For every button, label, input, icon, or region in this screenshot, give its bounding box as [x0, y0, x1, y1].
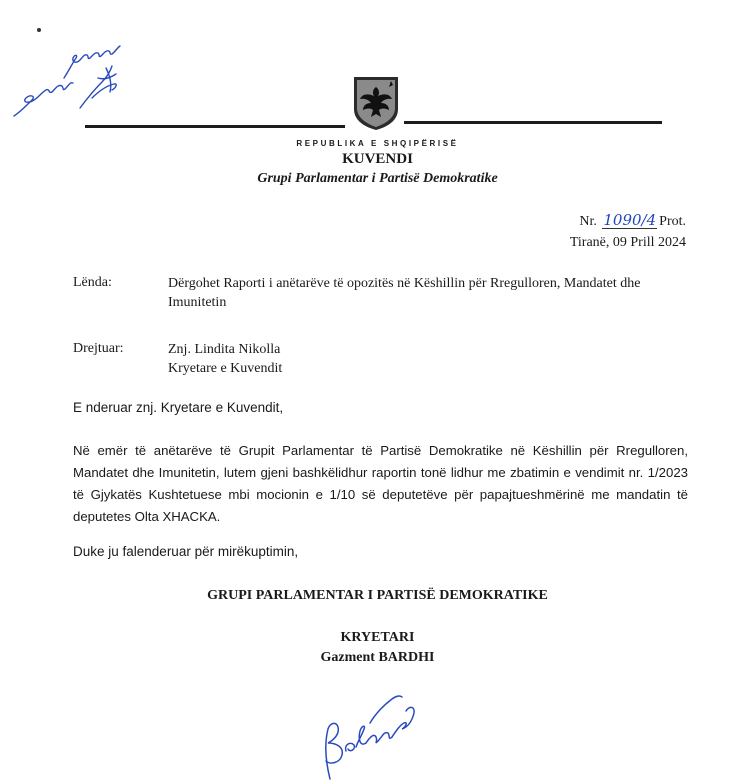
signature-role: KRYETARI — [340, 630, 415, 645]
body-paragraph: Në emër të anëtarëve të Grupit Parlamentar të Partisë Demokratike në Këshillin për Rregulloren, Mandatet dhe Imunitetin, lutem gjeni bashkëlidhur raportin tonë lidhur me zbatimin e vendimit nr. 1/2023 të Gjykatës Kushtetuese mbi mocionin e 1/10 së deputetëve për papajtueshmërinë me mandatin të deputetes Olta XHACKA. — [73, 443, 688, 524]
parliamentary-group-name: Grupi Parlamentar i Partisë Demokratike — [257, 171, 498, 186]
addressee-title: Kryetare e Kuvendit — [168, 361, 283, 376]
handwritten-annotation — [6, 28, 136, 128]
subject-text: Dërgohet Raporti i anëtarëve të opozitës në Këshillin për Rregulloren, Mandatet dhe Imunitetin — [168, 276, 641, 310]
subject-label: Lënda: — [73, 275, 112, 290]
protocol-number — [500, 213, 686, 230]
signatory-name: Gazment BARDHI — [320, 650, 435, 665]
nr-handwritten: 1090/4 — [603, 211, 657, 229]
addressee-label: Drejtuar: — [73, 341, 124, 356]
republic-name: REPUBLIKA E SHQIPËRISË — [296, 139, 459, 148]
header-rule-left — [85, 125, 345, 128]
institution-name: KUVENDI — [342, 151, 413, 167]
signature-group: GRUPI PARLAMENTAR I PARTISË DEMOKRATIKE — [207, 588, 548, 603]
document-date: Tiranë, 09 Prill 2024 — [569, 235, 686, 250]
albanian-eagle-emblem-icon — [351, 75, 401, 131]
handwritten-signature — [300, 683, 430, 781]
closing-line: Duke ju falenderuar për mirëkuptimin, — [73, 544, 299, 559]
addressee-name: Znj. Lindita Nikolla — [168, 342, 281, 357]
salutation: E nderuar znj. Kryetare e Kuvendit, — [73, 400, 284, 415]
header-rule-right — [404, 121, 662, 124]
prot-label: Prot. — [659, 214, 686, 229]
nr-label: Nr. — [579, 214, 597, 229]
